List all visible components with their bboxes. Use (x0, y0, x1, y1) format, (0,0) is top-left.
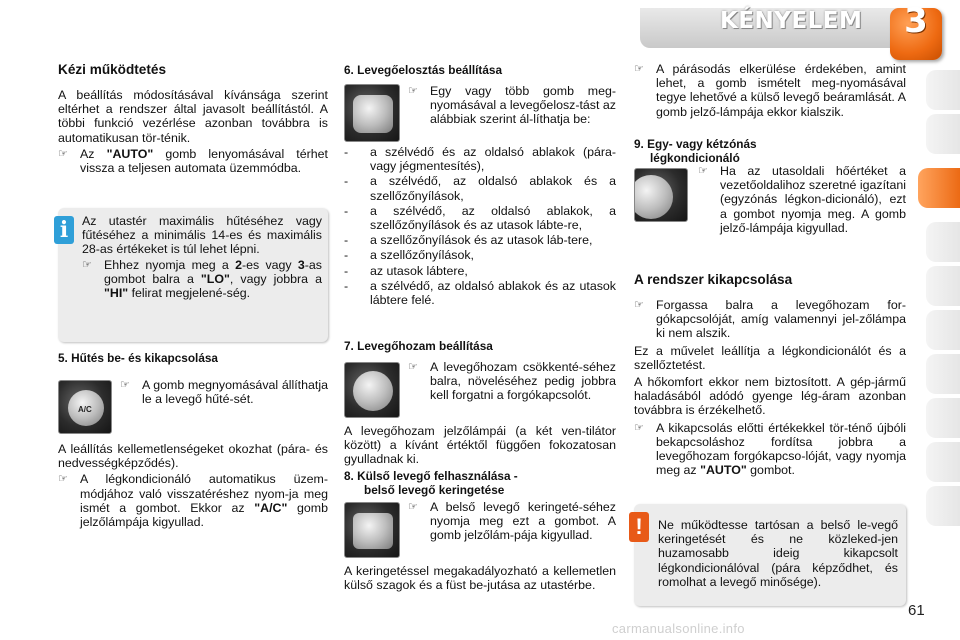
section-7 (344, 340, 616, 354)
section-7-text: A levegőhozam jelzőlámpái (a két ven-tilátor között) a kívánt értéktől függően fokozatosan gyulladnak ki. (344, 424, 616, 467)
warning-icon: ! (629, 512, 649, 542)
chapter-tab[interactable] (926, 354, 960, 394)
section-8-bullet: ☞ A belső levegő keringeté-séhez nyomja meg ezt a gombot. A gomb jelzőlám-pája kigyullad. (408, 500, 616, 543)
pointing-hand-icon: ☞ (698, 165, 708, 177)
section-6-title: 6. Levegőelosztás beállítása (344, 63, 503, 77)
section-6-bullet: ☞ Egy vagy több gomb meg-nyomásával a levegőelosz-tást az alábbiak szerint ál-líthatja be: (408, 84, 616, 127)
pointing-hand-icon: ☞ (634, 63, 644, 75)
section-5-body (58, 442, 328, 529)
off-text-2: A hőkomfort ekkor nem biztosított. A gép-jármű haladásából adódó gyenge lég-áram azonban továbbra is érzékelhető. (634, 375, 906, 418)
section-5-bullet: ☞ A gomb megnyomásával állíthatja le a levegő hűté-sét. (120, 378, 328, 407)
pointing-hand-icon: ☞ (58, 473, 68, 486)
info-bullet: ☞ Ehhez nyomja meg a 2-es vagy 3-as gombot balra a "LO", vagy jobbra a "HI" felirat megjelené-ség. (82, 257, 322, 301)
section-8-text: A keringetéssel megakadályozható a kellemetlen külső szagok és a füst be-jutása az utastérbe. (344, 564, 616, 593)
section-9 (634, 138, 906, 165)
pointing-hand-icon: ☞ (634, 299, 644, 311)
page-number: 61 (908, 602, 925, 619)
section-5 (58, 352, 328, 366)
section-7-bullet: ☞ A levegőhozam csökkenté-séhez balra, növeléséhez pedig jobbra kell forgatni a forgókapcsolót. (408, 360, 616, 403)
info-icon: i (54, 216, 74, 244)
section-8 (344, 470, 616, 497)
pointing-hand-icon: ☞ (408, 85, 418, 97)
list-item: - az utasok lábtere, (344, 263, 468, 278)
off-text-1: Ez a művelet leállítja a légkondicionálót és a szellőztetést. (634, 343, 906, 372)
section-7-title: 7. Levegőhozam beállítása (344, 339, 493, 353)
ac-button-image (58, 380, 112, 434)
chapter-tab[interactable] (926, 398, 960, 438)
section-5-text: A leállítás kellemetlenségeket okozhat (pára- és nedvességképződés). (58, 442, 328, 471)
warning-text: Ne működtesse tartósan a belső le-vegő keringetését és ne közleked-jen huzamosabb ideig kikapcsolt légkondicionálóval (pára képződhet, és romolhat a levegő minősége). (658, 518, 898, 589)
list-item: - a szélvédő, az oldalsó ablakok és az utasok lábtere felé. (344, 278, 616, 308)
chapter-badge (890, 1, 942, 60)
list-item: - a szélvédő, az oldalsó ablakok, a szellőzőnyílások és az utasok lábte-re, (344, 203, 616, 233)
list-item: - a szellőzőnyílások és az utasok láb-tere, (344, 233, 593, 248)
section-7-body (344, 424, 616, 467)
air-flow-knob-image (344, 362, 400, 418)
off-bullet: ☞ Forgassa balra a levegőhozam for-gókapcsolóját, amíg valamennyi jel-zőlámpa ki nem alszik. (634, 298, 906, 341)
pointing-hand-icon: ☞ (82, 258, 92, 271)
ac-label: A/C (78, 405, 92, 414)
chapter-tab-active[interactable] (918, 168, 960, 208)
chapter-number: 3 (904, 1, 928, 41)
pointing-hand-icon: ☞ (408, 501, 418, 513)
chapter-tab[interactable] (926, 70, 960, 110)
pointing-hand-icon: ☞ (408, 361, 418, 373)
pointing-hand-icon: ☞ (58, 147, 68, 160)
manual-intro: A beállítás módosításával kívánsága szerint eltérhet a rendszer által javasolt beállítástól. A többi funkció vezérlése azonban továbbra is automatikusan tör-ténik. (58, 88, 328, 145)
section-5-title: 5. Hűtés be- és kikapcsolása (58, 351, 218, 365)
section-9-title-b: légkondicionáló (650, 150, 740, 165)
section-title-manual: Kézi működtetés (58, 62, 167, 77)
chapter-tab[interactable] (926, 310, 960, 350)
list-item: - a szélvédő, az oldalsó ablakok és a szellőzőnyílások, (344, 174, 616, 203)
chapter-tab[interactable] (926, 486, 960, 526)
pointing-hand-icon: ☞ (634, 421, 644, 434)
section-8-body (344, 564, 616, 592)
chapter-tab[interactable] (926, 222, 960, 262)
section-5-bullet-2: ☞ A légkondicionáló automatikus üzem-módjához való visszatéréshez nyom-ja meg ismét a gombot. Ekkor az "A/C" gomb jelzőlámpája kigyullad. (58, 472, 328, 530)
section-8-title-b: belső levegő keringetése (364, 482, 505, 497)
chapter-tab[interactable] (926, 114, 960, 154)
air-distribution-list (344, 145, 616, 308)
auto-bullet: ☞ Az "AUTO" gomb lenyomásával térhet vissza a teljesen automata üzemmódba. (58, 146, 328, 176)
info-content (82, 214, 322, 300)
off-bullet-2: ☞ A kikapcsolás előtti értékekkel tör-ténő újbóli bekapcsoláshoz fordítsa jobbra a levegőhozam forgókapcso-lóját, vagy nyomja meg az "AUTO" gombot. (634, 420, 906, 478)
info-text: Az utastér maximális hűtéséhez vagy fűtéséhez a minimális 14-es és maximális 28-as értékeket is túl lehet lépni. (82, 214, 322, 257)
column-3-top: ☞ A párásodás elkerülése érdekében, amint lehet, a gomb ismételt meg-nyomásával tegye lehetővé a külső levegő beáramlását. A gomb jelző-lámpája ekkor kialszik. (634, 62, 906, 119)
section-9-bullet: ☞ Ha az utasoldali hőértéket a vezetőoldalihoz szeretné igazítani (egyzónás légkon-dicionáló), ezt a gombot nyomja meg. A gomb jelző-lámpája kigyullad. (698, 164, 906, 235)
watermark: carmanualsonline.info (612, 621, 745, 636)
section-off (634, 272, 906, 477)
list-item: - a szélvédő és az oldalsó ablakok (pára- vagy jégmentesítés), (344, 145, 616, 174)
mono-zone-button-image (634, 168, 688, 222)
warning-content (658, 518, 898, 589)
page-title: KÉNYELEM (720, 8, 863, 34)
chapter-tab[interactable] (926, 442, 960, 482)
column-1 (58, 62, 328, 175)
air-distribution-image (344, 84, 400, 142)
chapter-tab[interactable] (926, 266, 960, 306)
section-off-title: A rendszer kikapcsolása (634, 272, 793, 287)
section-8-title-a: 8. Külső levegő felhasználása - (344, 469, 518, 483)
recirculation-button-image (344, 502, 400, 558)
section-6 (344, 64, 616, 78)
section-9-title-a: 9. Egy- vagy kétzónás (634, 137, 757, 151)
list-item: - a szellőzőnyílások, (344, 248, 474, 263)
pointing-hand-icon: ☞ (120, 379, 130, 391)
